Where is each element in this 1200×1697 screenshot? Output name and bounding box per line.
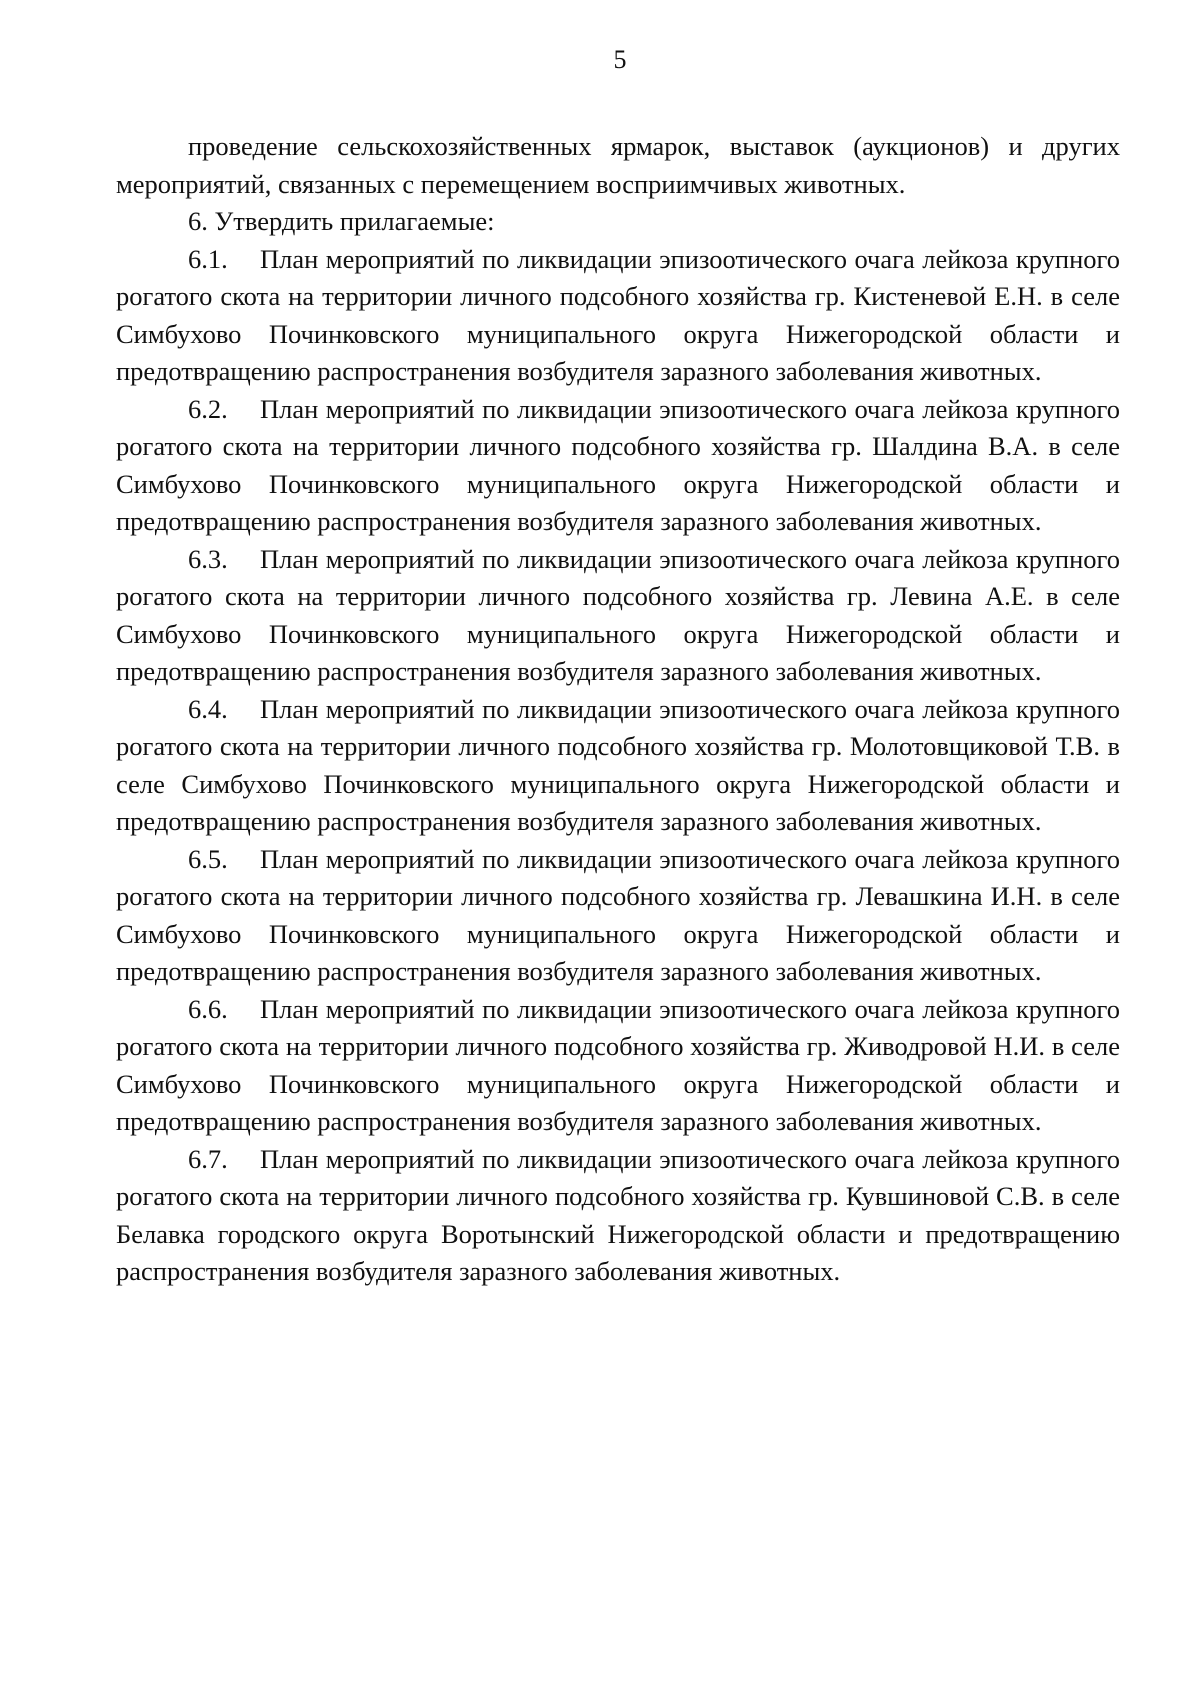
item-text: План мероприятий по ликвидации эпизоотического очага лейкоза крупного рогатого скота на территории личного подсобного хозяйства гр. Шалдина В.А. в селе Симбухово Починковского муниципального округа Нижегородской области и предотвращению распространения возбудителя заразного заболевания животных. — [116, 393, 1120, 536]
list-item-6-7 — [116, 1141, 1120, 1291]
list-item-6-4 — [116, 691, 1120, 841]
list-item-6-2 — [116, 391, 1120, 541]
page-number: 5 — [613, 45, 627, 74]
paragraph-text: проведение сельскохозяйственных ярмарок, выставок (аукционов) и других мероприятий, связанных с перемещением восприимчивых животных. — [116, 131, 1120, 199]
item-text: План мероприятий по ликвидации эпизоотического очага лейкоза крупного рогатого скота на территории личного подсобного хозяйства гр. Левина А.Е. в селе Симбухово Починковского муниципального округа Нижегородской области и предотвращению распространения возбудителя заразного заболевания животных. — [116, 543, 1120, 686]
paragraph-approve — [116, 203, 1120, 241]
item-number: 6.4. — [188, 693, 228, 724]
item-text: План мероприятий по ликвидации эпизоотического очага лейкоза крупного рогатого скота на территории личного подсобного хозяйства гр. Кувшиновой С.В. в селе Белавка городского округа Воротынский Нижегородской области и предотвращению распространения возбудителя заразного заболевания животных. — [116, 1143, 1120, 1286]
item-text: План мероприятий по ликвидации эпизоотического очага лейкоза крупного рогатого скота на территории личного подсобного хозяйства гр. Молотовщиковой Т.В. в селе Симбухово Починковского муниципального округа Нижегородской области и предотвращению распространения возбудителя заразного заболевания животных. — [116, 693, 1120, 836]
item-number: 6.7. — [188, 1143, 228, 1174]
item-text: План мероприятий по ликвидации эпизоотического очага лейкоза крупного рогатого скота на территории личного подсобного хозяйства гр. Живодровой Н.И. в селе Симбухово Починковского муниципального округа Нижегородской области и предотвращению распространения возбудителя заразного заболевания животных. — [116, 993, 1120, 1136]
item-text: План мероприятий по ликвидации эпизоотического очага лейкоза крупного рогатого скота на территории личного подсобного хозяйства гр. Левашкина И.Н. в селе Симбухово Починковского муниципального округа Нижегородской области и предотвращению распространения возбудителя заразного заболевания животных. — [116, 843, 1120, 986]
item-number: 6.6. — [188, 993, 228, 1024]
item-number: 6.1. — [188, 243, 228, 274]
list-item-6-1 — [116, 241, 1120, 391]
item-number: 6.2. — [188, 393, 228, 424]
list-item-6-6 — [116, 991, 1120, 1141]
item-number: 6.3. — [188, 543, 228, 574]
paragraph-continuation — [116, 128, 1120, 203]
paragraph-text: 6. Утвердить прилагаемые: — [188, 206, 495, 236]
list-item-6-3 — [116, 541, 1120, 691]
item-text: План мероприятий по ликвидации эпизоотического очага лейкоза крупного рогатого скота на территории личного подсобного хозяйства гр. Кистеневой Е.Н. в селе Симбухово Починковского муниципального округа Нижегородской области и предотвращению распространения возбудителя заразного заболевания животных. — [116, 243, 1120, 386]
item-number: 6.5. — [188, 843, 228, 874]
list-item-6-5 — [116, 841, 1120, 991]
document-body — [116, 128, 1120, 1291]
